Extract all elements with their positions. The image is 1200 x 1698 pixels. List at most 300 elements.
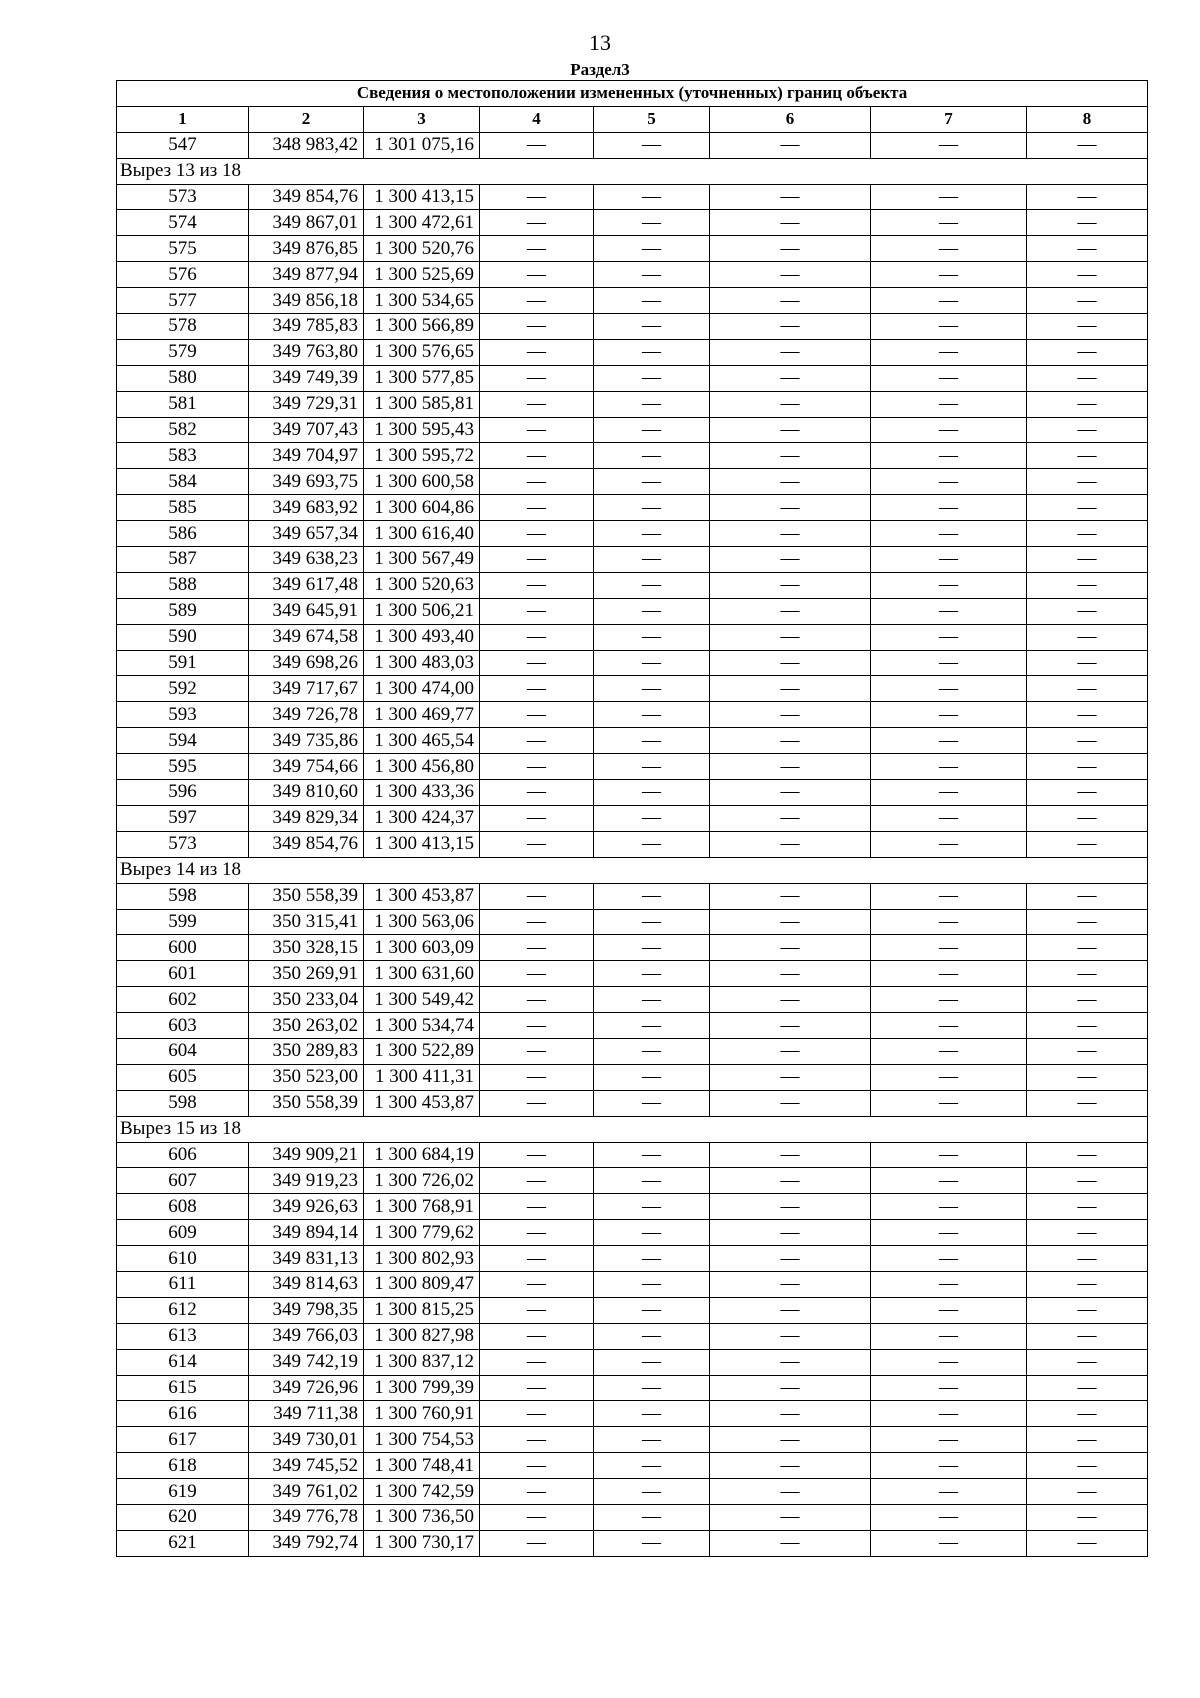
empty-value-cell: —: [1027, 1479, 1148, 1505]
x-coordinate-cell: 349 726,96: [249, 1375, 364, 1401]
point-number-cell: 592: [117, 676, 249, 702]
point-number-cell: 594: [117, 728, 249, 754]
table-row: [117, 1504, 1148, 1530]
point-number-cell: 589: [117, 598, 249, 624]
empty-value-cell: —: [871, 1375, 1027, 1401]
empty-value-cell: —: [1027, 391, 1148, 417]
point-number-cell: 617: [117, 1427, 249, 1453]
section-label-cell: Вырез 15 из 18: [117, 1116, 1148, 1142]
empty-value-cell: —: [1027, 210, 1148, 236]
empty-value-cell: —: [871, 521, 1027, 547]
y-coordinate-cell: 1 300 631,60: [364, 961, 480, 987]
empty-value-cell: —: [1027, 831, 1148, 857]
empty-value-cell: —: [480, 1427, 594, 1453]
empty-value-cell: —: [871, 1323, 1027, 1349]
table-row: [117, 262, 1148, 288]
point-number-cell: 605: [117, 1064, 249, 1090]
empty-value-cell: —: [710, 1297, 871, 1323]
table-body: [117, 132, 1148, 1556]
empty-value-cell: —: [480, 132, 594, 158]
x-coordinate-cell: 349 829,34: [249, 805, 364, 831]
table-row: [117, 184, 1148, 210]
y-coordinate-cell: 1 300 748,41: [364, 1453, 480, 1479]
empty-value-cell: —: [1027, 184, 1148, 210]
empty-value-cell: —: [710, 909, 871, 935]
point-number-cell: 573: [117, 184, 249, 210]
empty-value-cell: —: [594, 1453, 710, 1479]
empty-value-cell: —: [871, 883, 1027, 909]
empty-value-cell: —: [1027, 1090, 1148, 1116]
y-coordinate-cell: 1 300 577,85: [364, 365, 480, 391]
empty-value-cell: —: [594, 184, 710, 210]
empty-value-cell: —: [480, 210, 594, 236]
table-row: [117, 521, 1148, 547]
empty-value-cell: —: [480, 417, 594, 443]
x-coordinate-cell: 349 704,97: [249, 443, 364, 469]
empty-value-cell: —: [480, 443, 594, 469]
empty-value-cell: —: [1027, 780, 1148, 806]
empty-value-cell: —: [594, 1220, 710, 1246]
x-coordinate-cell: 349 711,38: [249, 1401, 364, 1427]
empty-value-cell: —: [1027, 1038, 1148, 1064]
table-row: [117, 780, 1148, 806]
empty-value-cell: —: [594, 961, 710, 987]
x-coordinate-cell: 349 856,18: [249, 288, 364, 314]
empty-value-cell: —: [480, 1349, 594, 1375]
empty-value-cell: —: [710, 417, 871, 443]
empty-value-cell: —: [871, 624, 1027, 650]
y-coordinate-cell: 1 300 424,37: [364, 805, 480, 831]
empty-value-cell: —: [871, 547, 1027, 573]
empty-value-cell: —: [710, 1349, 871, 1375]
empty-value-cell: —: [1027, 935, 1148, 961]
column-header: 3: [364, 106, 480, 132]
empty-value-cell: —: [710, 1504, 871, 1530]
y-coordinate-cell: 1 300 549,42: [364, 987, 480, 1013]
empty-value-cell: —: [710, 184, 871, 210]
table-row: [117, 1168, 1148, 1194]
empty-value-cell: —: [480, 728, 594, 754]
table-row: [117, 676, 1148, 702]
boundary-coordinates-table: [116, 80, 1148, 1557]
section-row: [117, 857, 1148, 883]
empty-value-cell: —: [1027, 1504, 1148, 1530]
empty-value-cell: —: [594, 1401, 710, 1427]
empty-value-cell: —: [1027, 132, 1148, 158]
empty-value-cell: —: [710, 676, 871, 702]
empty-value-cell: —: [594, 987, 710, 1013]
empty-value-cell: —: [710, 469, 871, 495]
empty-value-cell: —: [594, 754, 710, 780]
empty-value-cell: —: [594, 210, 710, 236]
x-coordinate-cell: 349 785,83: [249, 314, 364, 340]
empty-value-cell: —: [480, 1271, 594, 1297]
empty-value-cell: —: [710, 236, 871, 262]
empty-value-cell: —: [871, 184, 1027, 210]
empty-value-cell: —: [480, 1530, 594, 1556]
point-number-cell: 579: [117, 339, 249, 365]
empty-value-cell: —: [480, 1453, 594, 1479]
empty-value-cell: —: [594, 598, 710, 624]
empty-value-cell: —: [710, 1246, 871, 1272]
empty-value-cell: —: [1027, 676, 1148, 702]
point-number-cell: 596: [117, 780, 249, 806]
table-caption-row: [117, 81, 1148, 107]
empty-value-cell: —: [710, 831, 871, 857]
y-coordinate-cell: 1 300 453,87: [364, 883, 480, 909]
section-row: [117, 158, 1148, 184]
empty-value-cell: —: [480, 314, 594, 340]
empty-value-cell: —: [480, 521, 594, 547]
empty-value-cell: —: [871, 1142, 1027, 1168]
x-coordinate-cell: 349 726,78: [249, 702, 364, 728]
x-coordinate-cell: 349 814,63: [249, 1271, 364, 1297]
point-number-cell: 585: [117, 495, 249, 521]
empty-value-cell: —: [871, 1297, 1027, 1323]
x-coordinate-cell: 349 919,23: [249, 1168, 364, 1194]
empty-value-cell: —: [871, 262, 1027, 288]
empty-value-cell: —: [710, 1479, 871, 1505]
y-coordinate-cell: 1 300 433,36: [364, 780, 480, 806]
empty-value-cell: —: [594, 1194, 710, 1220]
point-number-cell: 597: [117, 805, 249, 831]
point-number-cell: 573: [117, 831, 249, 857]
empty-value-cell: —: [871, 702, 1027, 728]
empty-value-cell: —: [1027, 314, 1148, 340]
empty-value-cell: —: [480, 1375, 594, 1401]
table-row: [117, 1297, 1148, 1323]
table-row: [117, 572, 1148, 598]
table-row: [117, 1271, 1148, 1297]
empty-value-cell: —: [871, 909, 1027, 935]
section-label-cell: Вырез 14 из 18: [117, 857, 1148, 883]
empty-value-cell: —: [594, 650, 710, 676]
empty-value-cell: —: [871, 1246, 1027, 1272]
empty-value-cell: —: [1027, 883, 1148, 909]
point-number-cell: 600: [117, 935, 249, 961]
empty-value-cell: —: [480, 469, 594, 495]
empty-value-cell: —: [480, 1064, 594, 1090]
empty-value-cell: —: [1027, 805, 1148, 831]
y-coordinate-cell: 1 300 809,47: [364, 1271, 480, 1297]
empty-value-cell: —: [710, 1401, 871, 1427]
table-row: [117, 1038, 1148, 1064]
table-row: [117, 1090, 1148, 1116]
empty-value-cell: —: [480, 236, 594, 262]
point-number-cell: 590: [117, 624, 249, 650]
table-row: [117, 495, 1148, 521]
empty-value-cell: —: [871, 288, 1027, 314]
empty-value-cell: —: [871, 1013, 1027, 1039]
table-row: [117, 883, 1148, 909]
empty-value-cell: —: [710, 598, 871, 624]
empty-value-cell: —: [710, 1530, 871, 1556]
empty-value-cell: —: [871, 132, 1027, 158]
point-number-cell: 591: [117, 650, 249, 676]
x-coordinate-cell: 349 683,92: [249, 495, 364, 521]
empty-value-cell: —: [710, 1168, 871, 1194]
x-coordinate-cell: 349 909,21: [249, 1142, 364, 1168]
table-row: [117, 935, 1148, 961]
empty-value-cell: —: [594, 1479, 710, 1505]
x-coordinate-cell: 349 754,66: [249, 754, 364, 780]
point-number-cell: 601: [117, 961, 249, 987]
empty-value-cell: —: [594, 1038, 710, 1064]
empty-value-cell: —: [480, 1246, 594, 1272]
empty-value-cell: —: [594, 1323, 710, 1349]
empty-value-cell: —: [480, 754, 594, 780]
empty-value-cell: —: [594, 624, 710, 650]
x-coordinate-cell: 349 617,48: [249, 572, 364, 598]
empty-value-cell: —: [710, 754, 871, 780]
table-row: [117, 132, 1148, 158]
empty-value-cell: —: [594, 909, 710, 935]
point-number-cell: 621: [117, 1530, 249, 1556]
empty-value-cell: —: [480, 805, 594, 831]
y-coordinate-cell: 1 300 506,21: [364, 598, 480, 624]
y-coordinate-cell: 1 300 585,81: [364, 391, 480, 417]
empty-value-cell: —: [480, 961, 594, 987]
empty-value-cell: —: [710, 624, 871, 650]
empty-value-cell: —: [710, 961, 871, 987]
table-row: [117, 598, 1148, 624]
empty-value-cell: —: [1027, 521, 1148, 547]
empty-value-cell: —: [871, 728, 1027, 754]
empty-value-cell: —: [710, 1375, 871, 1401]
x-coordinate-cell: 349 763,80: [249, 339, 364, 365]
table-row: [117, 288, 1148, 314]
y-coordinate-cell: 1 300 413,15: [364, 184, 480, 210]
empty-value-cell: —: [480, 391, 594, 417]
empty-value-cell: —: [1027, 1401, 1148, 1427]
empty-value-cell: —: [480, 1168, 594, 1194]
empty-value-cell: —: [1027, 598, 1148, 624]
empty-value-cell: —: [480, 288, 594, 314]
y-coordinate-cell: 1 300 760,91: [364, 1401, 480, 1427]
empty-value-cell: —: [710, 288, 871, 314]
empty-value-cell: —: [480, 831, 594, 857]
empty-value-cell: —: [594, 1168, 710, 1194]
point-number-cell: 610: [117, 1246, 249, 1272]
table-row: [117, 702, 1148, 728]
empty-value-cell: —: [594, 805, 710, 831]
y-coordinate-cell: 1 300 522,89: [364, 1038, 480, 1064]
empty-value-cell: —: [480, 1194, 594, 1220]
empty-value-cell: —: [871, 1453, 1027, 1479]
empty-value-cell: —: [594, 1246, 710, 1272]
y-coordinate-cell: 1 300 726,02: [364, 1168, 480, 1194]
x-coordinate-cell: 349 698,26: [249, 650, 364, 676]
point-number-cell: 593: [117, 702, 249, 728]
empty-value-cell: —: [1027, 1013, 1148, 1039]
empty-value-cell: —: [1027, 572, 1148, 598]
empty-value-cell: —: [594, 935, 710, 961]
x-coordinate-cell: 349 798,35: [249, 1297, 364, 1323]
empty-value-cell: —: [710, 650, 871, 676]
y-coordinate-cell: 1 300 411,31: [364, 1064, 480, 1090]
empty-value-cell: —: [480, 909, 594, 935]
y-coordinate-cell: 1 300 600,58: [364, 469, 480, 495]
y-coordinate-cell: 1 300 483,03: [364, 650, 480, 676]
empty-value-cell: —: [594, 339, 710, 365]
point-number-cell: 588: [117, 572, 249, 598]
x-coordinate-cell: 349 926,63: [249, 1194, 364, 1220]
point-number-cell: 618: [117, 1453, 249, 1479]
empty-value-cell: —: [710, 1220, 871, 1246]
table-row: [117, 1401, 1148, 1427]
y-coordinate-cell: 1 300 520,63: [364, 572, 480, 598]
point-number-cell: 616: [117, 1401, 249, 1427]
table-row: [117, 1246, 1148, 1272]
x-coordinate-cell: 350 263,02: [249, 1013, 364, 1039]
empty-value-cell: —: [594, 1530, 710, 1556]
x-coordinate-cell: 349 792,74: [249, 1530, 364, 1556]
y-coordinate-cell: 1 300 525,69: [364, 262, 480, 288]
table-row: [117, 1530, 1148, 1556]
y-coordinate-cell: 1 300 799,39: [364, 1375, 480, 1401]
table-row: [117, 365, 1148, 391]
empty-value-cell: —: [480, 1013, 594, 1039]
empty-value-cell: —: [480, 676, 594, 702]
column-header: 8: [1027, 106, 1148, 132]
empty-value-cell: —: [871, 961, 1027, 987]
empty-value-cell: —: [594, 132, 710, 158]
x-coordinate-cell: 349 877,94: [249, 262, 364, 288]
x-coordinate-cell: 350 558,39: [249, 1090, 364, 1116]
y-coordinate-cell: 1 300 566,89: [364, 314, 480, 340]
x-coordinate-cell: 349 894,14: [249, 1220, 364, 1246]
empty-value-cell: —: [1027, 961, 1148, 987]
empty-value-cell: —: [710, 935, 871, 961]
empty-value-cell: —: [594, 1375, 710, 1401]
empty-value-cell: —: [871, 1401, 1027, 1427]
empty-value-cell: —: [871, 1479, 1027, 1505]
y-coordinate-cell: 1 300 837,12: [364, 1349, 480, 1375]
empty-value-cell: —: [594, 831, 710, 857]
empty-value-cell: —: [594, 417, 710, 443]
table-row: [117, 1349, 1148, 1375]
empty-value-cell: —: [1027, 1375, 1148, 1401]
point-number-cell: 583: [117, 443, 249, 469]
y-coordinate-cell: 1 300 779,62: [364, 1220, 480, 1246]
point-number-cell: 609: [117, 1220, 249, 1246]
point-number-cell: 598: [117, 883, 249, 909]
empty-value-cell: —: [710, 1038, 871, 1064]
point-number-cell: 599: [117, 909, 249, 935]
empty-value-cell: —: [710, 1064, 871, 1090]
empty-value-cell: —: [871, 210, 1027, 236]
table-row: [117, 754, 1148, 780]
empty-value-cell: —: [871, 391, 1027, 417]
empty-value-cell: —: [480, 1038, 594, 1064]
empty-value-cell: —: [1027, 547, 1148, 573]
empty-value-cell: —: [594, 1427, 710, 1453]
table-row: [117, 547, 1148, 573]
empty-value-cell: —: [710, 572, 871, 598]
x-coordinate-cell: 349 729,31: [249, 391, 364, 417]
y-coordinate-cell: 1 300 469,77: [364, 702, 480, 728]
empty-value-cell: —: [710, 728, 871, 754]
empty-value-cell: —: [594, 702, 710, 728]
empty-value-cell: —: [594, 1064, 710, 1090]
empty-value-cell: —: [871, 314, 1027, 340]
y-coordinate-cell: 1 300 736,50: [364, 1504, 480, 1530]
section-row: [117, 1116, 1148, 1142]
empty-value-cell: —: [871, 805, 1027, 831]
table-row: [117, 650, 1148, 676]
empty-value-cell: —: [480, 1401, 594, 1427]
x-coordinate-cell: 349 657,34: [249, 521, 364, 547]
empty-value-cell: —: [710, 365, 871, 391]
x-coordinate-cell: 349 717,67: [249, 676, 364, 702]
empty-value-cell: —: [480, 987, 594, 1013]
table-row: [117, 624, 1148, 650]
empty-value-cell: —: [594, 1504, 710, 1530]
point-number-cell: 619: [117, 1479, 249, 1505]
table-row: [117, 1142, 1148, 1168]
x-coordinate-cell: 349 735,86: [249, 728, 364, 754]
point-number-cell: 582: [117, 417, 249, 443]
x-coordinate-cell: 349 761,02: [249, 1479, 364, 1505]
empty-value-cell: —: [710, 521, 871, 547]
empty-value-cell: —: [710, 1323, 871, 1349]
point-number-cell: 604: [117, 1038, 249, 1064]
x-coordinate-cell: 349 638,23: [249, 547, 364, 573]
empty-value-cell: —: [871, 650, 1027, 676]
empty-value-cell: —: [871, 1220, 1027, 1246]
empty-value-cell: —: [1027, 365, 1148, 391]
empty-value-cell: —: [1027, 417, 1148, 443]
empty-value-cell: —: [1027, 1427, 1148, 1453]
empty-value-cell: —: [871, 754, 1027, 780]
empty-value-cell: —: [871, 1038, 1027, 1064]
empty-value-cell: —: [710, 210, 871, 236]
point-number-cell: 607: [117, 1168, 249, 1194]
table-row: [117, 728, 1148, 754]
empty-value-cell: —: [1027, 1168, 1148, 1194]
empty-value-cell: —: [594, 547, 710, 573]
point-number-cell: 578: [117, 314, 249, 340]
empty-value-cell: —: [710, 1013, 871, 1039]
y-coordinate-cell: 1 300 453,87: [364, 1090, 480, 1116]
empty-value-cell: —: [1027, 728, 1148, 754]
table-row: [117, 831, 1148, 857]
point-number-cell: 595: [117, 754, 249, 780]
table-row: [117, 1479, 1148, 1505]
empty-value-cell: —: [594, 1090, 710, 1116]
empty-value-cell: —: [480, 598, 594, 624]
empty-value-cell: —: [871, 1530, 1027, 1556]
empty-value-cell: —: [1027, 1297, 1148, 1323]
y-coordinate-cell: 1 300 827,98: [364, 1323, 480, 1349]
empty-value-cell: —: [594, 314, 710, 340]
point-number-cell: 620: [117, 1504, 249, 1530]
y-coordinate-cell: 1 300 567,49: [364, 547, 480, 573]
empty-value-cell: —: [1027, 1530, 1148, 1556]
empty-value-cell: —: [594, 728, 710, 754]
point-number-cell: 574: [117, 210, 249, 236]
empty-value-cell: —: [1027, 1194, 1148, 1220]
empty-value-cell: —: [1027, 469, 1148, 495]
empty-value-cell: —: [871, 676, 1027, 702]
x-coordinate-cell: 349 854,76: [249, 831, 364, 857]
y-coordinate-cell: 1 300 604,86: [364, 495, 480, 521]
empty-value-cell: —: [710, 314, 871, 340]
empty-value-cell: —: [710, 1453, 871, 1479]
empty-value-cell: —: [710, 1427, 871, 1453]
empty-value-cell: —: [480, 572, 594, 598]
y-coordinate-cell: 1 300 472,61: [364, 210, 480, 236]
